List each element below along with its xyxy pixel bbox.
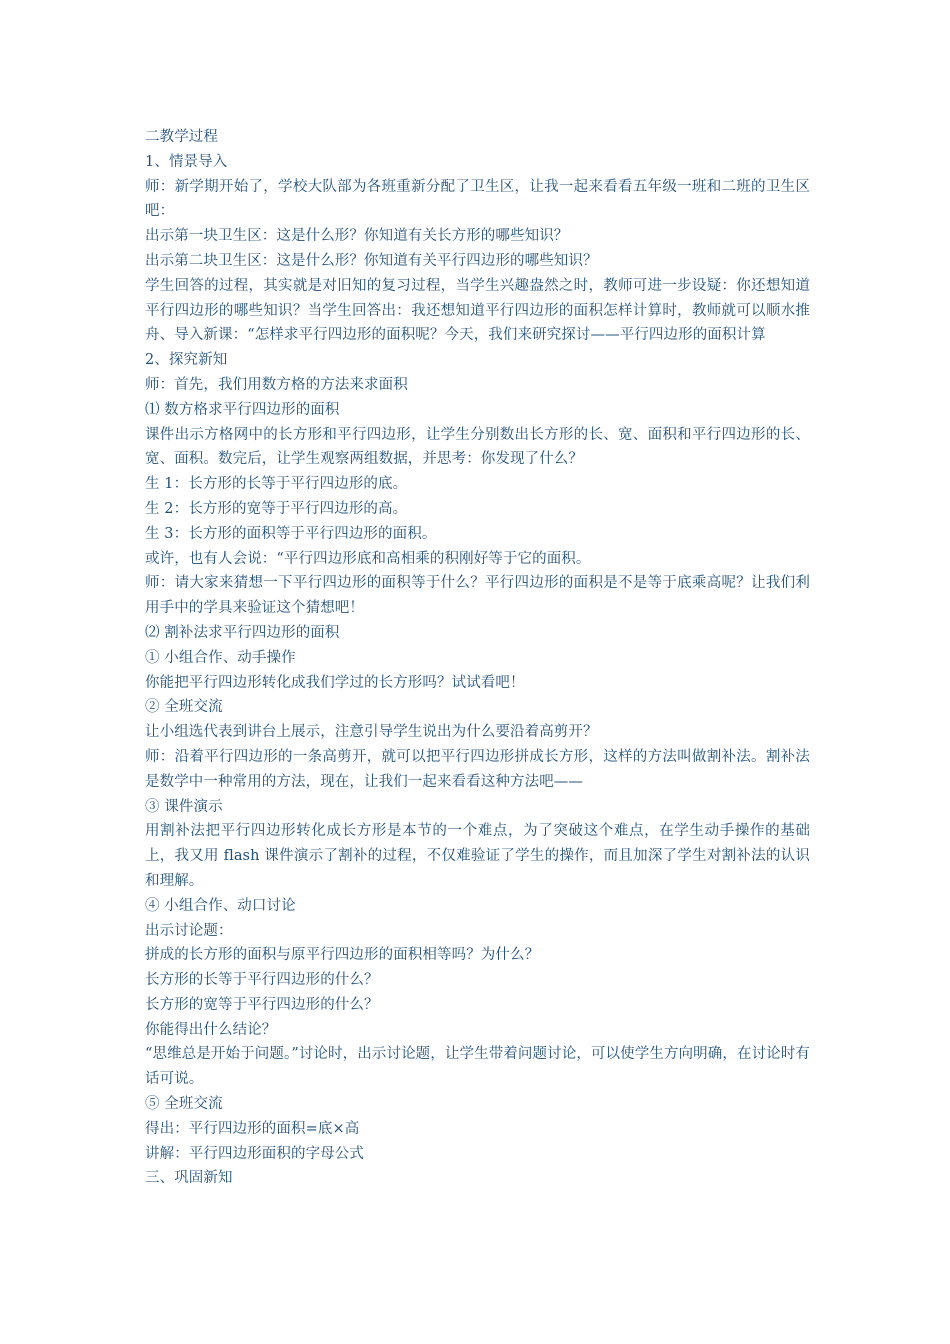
paragraph: 生 1：长方形的长等于平行四边形的底。 [145, 476, 408, 493]
paragraph: 或许，也有人会说：“平行四边形底和高相乘的积刚好等于它的面积。 [145, 550, 591, 567]
section-heading: 三、巩固新知 [145, 1170, 233, 1187]
paragraph: 师：请大家来猜想一下平行四边形的面积等于什么？平行四边形的面积是不是等于底乘高呢？让我们利用手中的学具来验证这个猜想吧！ [145, 575, 810, 617]
paragraph: 生 3：长方形的面积等于平行四边形的面积。 [145, 525, 437, 542]
paragraph: 课件出示方格网中的长方形和平行四边形，让学生分别数出长方形的长、宽、面积和平行四边形的长、宽、面积。数完后，让学生观察两组数据，并思考：你发现了什么？ [145, 426, 810, 468]
paragraph: 讲解：平行四边形面积的字母公式 [145, 1145, 364, 1162]
step-heading: ③ 课件演示 [145, 798, 223, 815]
step-heading: ① 小组合作、动手操作 [145, 649, 296, 666]
subsection-heading: 1、情景导入 [145, 153, 228, 170]
paragraph: 师：新学期开始了，学校大队部为各班重新分配了卫生区，让我一起来看看五年级一班和二班的卫生区吧： [145, 178, 810, 220]
paragraph: 出示讨论题： [145, 922, 233, 939]
subsection-heading: 2、探究新知 [145, 352, 228, 369]
step-heading: ⑵ 割补法求平行四边形的面积 [145, 624, 340, 641]
paragraph: 你能把平行四边形转化成我们学过的长方形吗？试试看吧！ [145, 674, 525, 691]
step-heading: ⑴ 数方格求平行四边形的面积 [145, 401, 340, 418]
paragraph: 学生回答的过程，其实就是对旧知的复习过程，当学生兴趣盎然之时，教师可进一步设疑：你还想知道平行四边形的哪些知识？当学生回答出：我还想知道平行四边形的面积怎样计算时，教师就可以顺水推舟、导入新课：“怎样求平行四边形的面积呢？今天，我们来研究探讨——平行四边形的面积计算 [145, 277, 810, 344]
paragraph: 师：首先，我们用数方格的方法来求面积 [145, 376, 408, 393]
paragraph: 拼成的长方形的面积与原平行四边形的面积相等吗？为什么？ [145, 947, 540, 964]
step-heading: ⑤ 全班交流 [145, 1096, 223, 1113]
section-heading: 二教学过程 [145, 129, 218, 145]
paragraph: 得出：平行四边形的面积=底×高 [145, 1120, 360, 1137]
paragraph: 长方形的宽等于平行四边形的什么？ [145, 996, 379, 1013]
paragraph: 生 2：长方形的宽等于平行四边形的高。 [145, 500, 408, 517]
paragraph: 让小组选代表到讲台上展示，注意引导学生说出为什么要沿着高剪开？ [145, 724, 598, 741]
paragraph: 长方形的长等于平行四边形的什么？ [145, 972, 379, 989]
paragraph: 出示第一块卫生区：这是什么形？你知道有关长方形的哪些知识？ [145, 228, 569, 245]
document-body [145, 125, 810, 1191]
paragraph: 用割补法把平行四边形转化成长方形是本节的一个难点，为了突破这个难点，在学生动手操作的基础上，我又用 flash 课件演示了割补的过程，不仅难验证了学生的操作，而且加深了学生对割补法的认识和理解。 [145, 823, 810, 889]
step-heading: ② 全班交流 [145, 699, 223, 716]
paragraph: “思维总是开始于问题。”讨论时，出示讨论题，让学生带着问题讨论，可以使学生方向明确，在讨论时有话可说。 [145, 1046, 810, 1088]
paragraph: 出示第二块卫生区：这是什么形？你知道有关平行四边形的哪些知识？ [145, 252, 598, 269]
step-heading: ④ 小组合作、动口讨论 [145, 897, 296, 914]
paragraph: 你能得出什么结论？ [145, 1021, 277, 1038]
paragraph: 师：沿着平行四边形的一条高剪开，就可以把平行四边形拼成长方形，这样的方法叫做割补法。割补法是数学中一种常用的方法，现在，让我们一起来看看这种方法吧—— [145, 748, 810, 790]
